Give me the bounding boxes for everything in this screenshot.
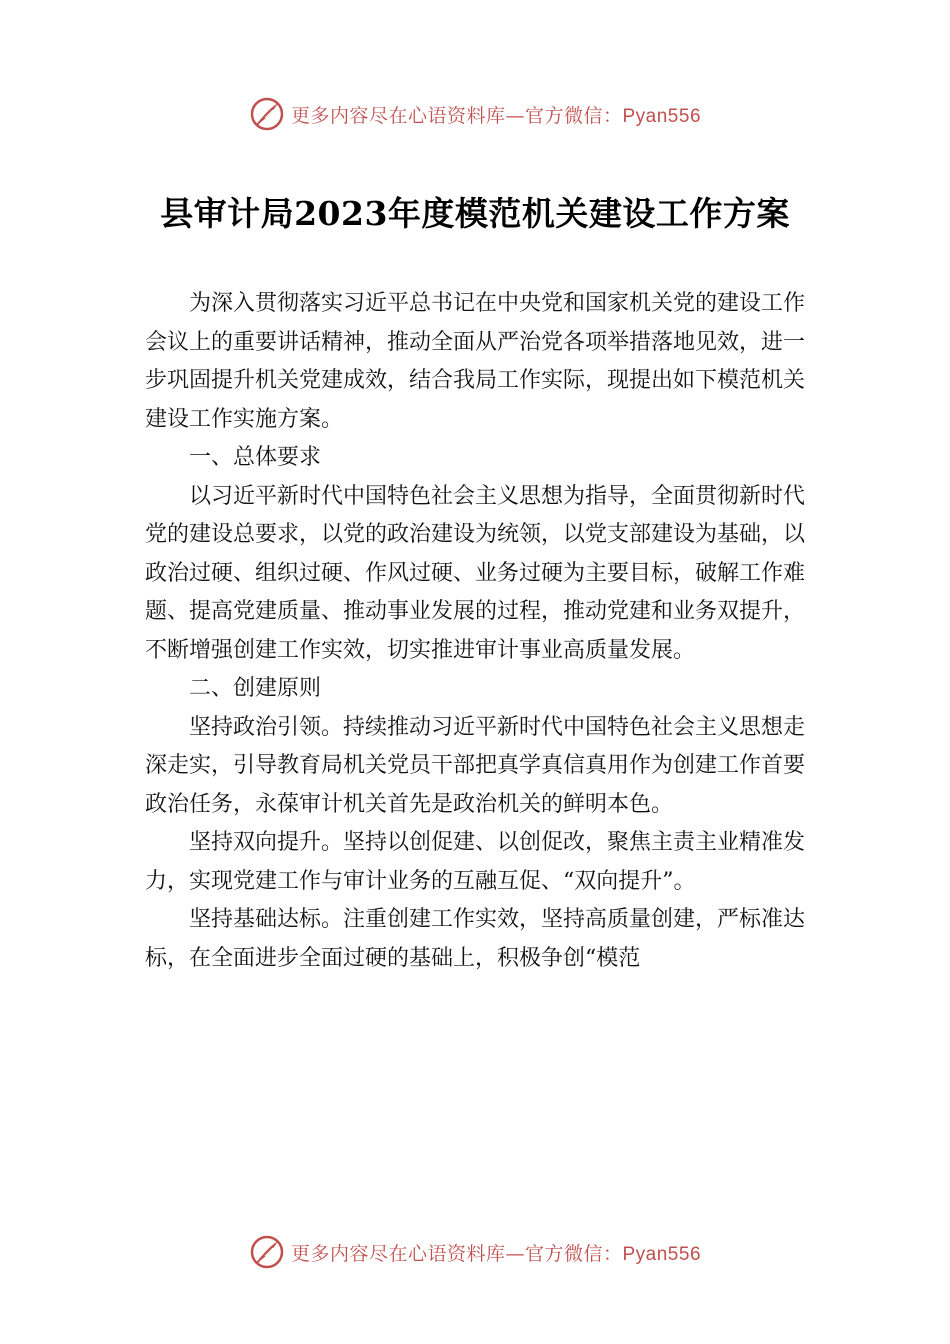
body-paragraph: 坚持双向提升。坚持以创促建、以创促改，聚焦主责主业精准发力，实现党建工作与审计业务的互融互促、“双向提升”。 [145, 830, 806, 894]
body-paragraph: 坚持基础达标。注重创建工作实效，坚持高质量创建，严标准达标，在全面进步全面过硬的基础上，积极争创“模范 [145, 907, 806, 971]
body-paragraph: 以习近平新时代中国特色社会主义思想为指导，全面贯彻新时代党的建设总要求，以党的政治建设为统领，以党支部建设为基础，以政治过硬、组织过硬、作风过硬、业务过硬为主要目标，破解工作难题、提高党建质量、推动事业发展的过程，推动党建和业务双提升，不断增强创建工作实效，切实推进审计事业高质量发展。 [145, 483, 806, 663]
wechat-handle: Pyan556 [622, 105, 702, 127]
watermark-text: 更多内容尽在心语资料库—官方微信：Pyan556 [290, 104, 702, 127]
footer-watermark-banner [0, 1232, 950, 1272]
document-title: 县审计局2023年度模范机关建设工作方案 [160, 194, 790, 233]
section-heading-general-requirements: 一、总体要求 [189, 445, 322, 470]
section-heading-principles: 二、创建原则 [189, 676, 322, 701]
quill-pen-logo-icon [249, 1234, 285, 1270]
header-watermark-banner [0, 94, 950, 134]
document-body [145, 285, 805, 978]
body-paragraph: 坚持政治引领。持续推动习近平新时代中国特色社会主义思想走深走实，引导教育局机关党员干部把真学真信真用作为创建工作首要政治任务，永葆审计机关首先是政治机关的鲜明本色。 [145, 714, 806, 817]
watermark-text: 更多内容尽在心语资料库—官方微信：Pyan556 [290, 1242, 702, 1265]
intro-paragraph: 为深入贯彻落实习近平总书记在中央党和国家机关党的建设工作会议上的重要讲话精神，推动全面从严治党各项举措落地见效，进一步巩固提升机关党建成效，结合我局工作实际，现提出如下模范机关建设工作实施方案。 [145, 291, 806, 432]
quill-pen-logo-icon [249, 96, 285, 132]
wechat-handle: Pyan556 [622, 1243, 702, 1265]
